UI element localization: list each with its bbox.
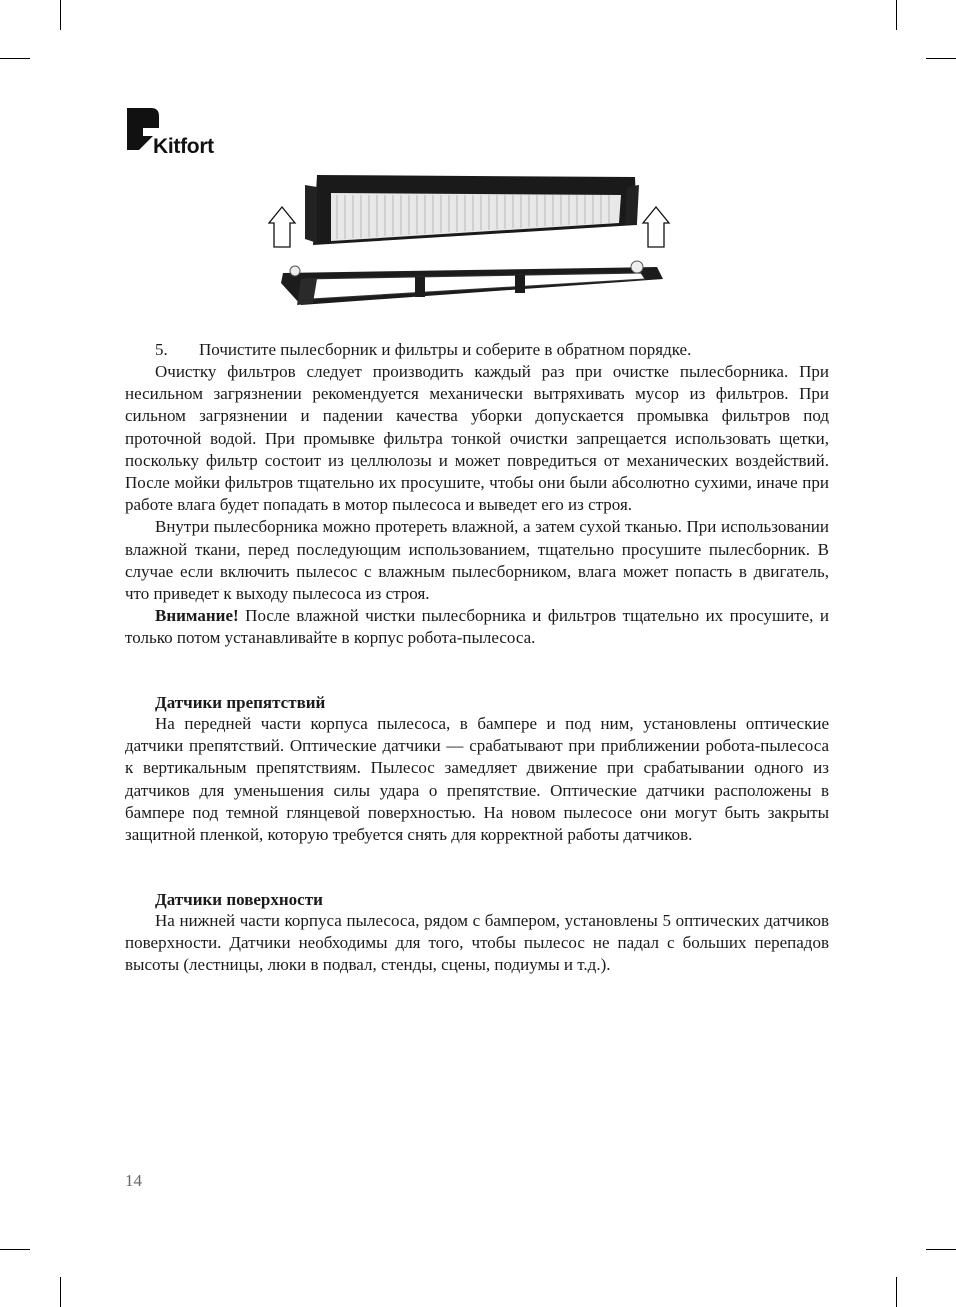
filter-frame <box>281 261 663 305</box>
crop-mark <box>896 1277 897 1307</box>
page-number: 14 <box>125 1171 142 1190</box>
warning-text: После влажной чистки пылесборника и фильтров тщательно их просушите, и только потом устанавливайте в корпус робота-пылесоса. <box>125 606 829 648</box>
crop-mark <box>0 1249 30 1250</box>
step-text: Почистите пылесборник и фильтры и соберите в обратном порядке. <box>199 340 692 359</box>
crop-mark <box>926 1249 956 1250</box>
up-arrow-icon <box>269 207 295 247</box>
crop-mark <box>896 0 897 30</box>
crop-mark <box>0 58 30 59</box>
section-heading-surface-sensors: Датчики поверхности <box>155 890 323 909</box>
up-arrow-icon <box>643 207 669 247</box>
section-heading-obstacle-sensors: Датчики препятствий <box>155 693 326 712</box>
warning-label: Внимание! <box>155 606 239 626</box>
paragraph-warning <box>125 605 829 649</box>
crop-mark <box>60 0 61 30</box>
section-obstacle-sensors <box>125 713 829 846</box>
paragraph-obstacle-sensors: На передней части корпуса пылесоса, в бампере и под ним, установлены оптические датчики препятствий. Оптические датчики — срабатывают при приближении робота-пылесоса к вертикальным препятствиям. Пылесос замедляет движение при срабатывании одного из датчиков для уменьшения силы удара о препятствие. Оптические датчики расположены в бампере под темной глянцевой поверхностью. На новом пылесосе они могут быть закрыты защитной пленкой, которую требуется снять для корректной работы датчиков. <box>125 714 829 845</box>
section-surface-sensors <box>125 910 829 977</box>
step-number: 5. <box>155 340 168 359</box>
filter-image <box>265 155 679 330</box>
crop-mark <box>926 58 956 59</box>
brand-name: Kitfort <box>153 135 214 158</box>
crop-mark <box>60 1277 61 1307</box>
paragraph-dustbin-cleaning: Внутри пылесборника можно протереть влажной, а затем сухой тканью. При использовании влажной ткани, перед последующим использованием, тщательно просушите пылесборник. В случае если включить пылесос с влажным пылесборником, влага может попасть в двигатель, что приведет к выходу пылесоса из строя. <box>125 517 829 604</box>
paragraph-filter-cleaning: Очистку фильтров следует производить каждый раз при очистке пылесборника. При несильном загрязнении рекомендуется механически вытряхивать мусор из фильтров. При сильном загрязнении и падении качества уборки допускается промывка фильтров под проточной водой. При промывке фильтра тонкой очистки запрещается использовать щетки, поскольку фильтр состоит из целлюлозы и может повредиться от механических воздействий. После мойки фильтров тщательно их просушите, чтобы они были абсолютно сухими, иначе при работе влага будет попадать в мотор пылесоса и выведет его из строя. <box>125 362 829 515</box>
step-5 <box>155 339 691 361</box>
body-text <box>125 361 829 650</box>
paragraph-surface-sensors: На нижней части корпуса пылесоса, рядом с бампером, установлены 5 оптических датчиков поверхности. Датчики необходимы для того, чтобы пылесос не падал с больших перепадов высоты (лестницы, люки в подвал, стенды, сцены, подиумы и т.д.). <box>125 911 829 975</box>
filter-cartridge <box>305 175 639 245</box>
